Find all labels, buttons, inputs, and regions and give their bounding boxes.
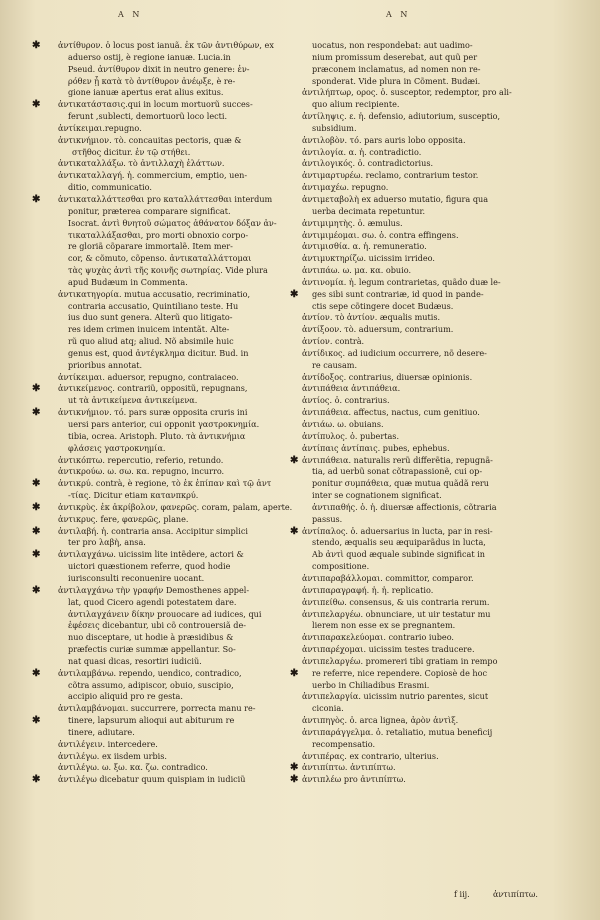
right-column-line [302,727,534,739]
right-column-line [302,372,534,384]
left-column-line [58,182,284,194]
left-column-line-text: præfectis curiæ summæ appellantur. So- [68,644,236,655]
right-column-line [302,478,534,490]
right-column-line [302,537,534,549]
signature-mark: f iij. [454,890,470,899]
right-column-line-text: ἀντίον. τὸ ἀντίον. æqualis mutis. [302,312,441,323]
asterisk-marker-icon: ✱ [32,667,41,679]
right-column-line [302,691,534,703]
left-column-line-text: ponitur, præterea comparare significat. [68,205,231,216]
left-column-line [58,52,284,64]
right-column-line [302,431,534,443]
left-column-line [58,762,284,774]
right-column-line-text: ἀντιλογία. α. ἡ. contradictio. [302,146,422,157]
left-column-line-text: contraria accusatio, Quintiliano teste. Hu [68,300,239,311]
right-column-line-text: ἀντιμισθία. α. ἡ. remuneratio. [302,241,427,252]
left-column-line [58,123,284,135]
left-column-line [32,525,284,538]
right-column-line-text: ἀντιπαρέχομαι. uicissim testes traducere. [302,644,475,655]
left-column-line-text: apud Budæum in Commenta. [68,276,188,287]
left-column-line-text: ut τὰ ἀντικείμενα ἀντικείμενα. [68,395,198,406]
left-column-line-text: τὰς ψυχὰς ἀντὶ τῆς κοινῆς σωτηρίας. Vide plura [68,265,268,276]
right-column-line-text: stendo, æqualis seu æquiparãdus in lucta, [312,537,486,548]
left-column-line [58,537,284,549]
left-column-line-text: gione ianuæ apertus erat alius exitus. [68,87,224,98]
left-column-line-text: ἀντικείμενος. contrariũ, oppositũ, repugnans, [58,383,248,394]
left-column-line-text: accipio aliquid pro re gesta. [68,691,183,702]
left-column-line-text: nuo disceptare, ut hodie à præsidibus & [68,632,234,643]
left-column-line [58,348,284,360]
left-column-line [58,490,284,502]
right-column-line [302,632,534,644]
asterisk-marker-icon: ✱ [32,99,41,111]
asterisk-marker-icon: ✱ [32,407,41,419]
right-column-line [302,585,534,597]
left-column-line [58,135,284,147]
right-column-line-text: passus. [312,513,343,524]
left-column-line-text: ἀντιλέγω. ex iisdem urbis. [58,750,167,761]
left-column-line [58,466,284,478]
asterisk-marker-icon: ✱ [290,667,299,679]
right-column-line [302,644,534,656]
left-column-line-text: ἀντίθυρον. ὁ locus post ianuã. ἐκ τῶν ἀντιθύρων, ex [58,40,274,50]
right-column-line-text: ἀντιπίπτω. ἀντιπίπτω. [302,762,396,773]
left-column-line [58,372,284,384]
right-column-line-text: ἀντιμαχέω. repugno. [302,182,389,193]
right-column-line-text: subsidium. [312,122,357,133]
right-column-line [302,360,534,372]
right-column-line [290,288,534,301]
right-column-line [302,40,534,52]
right-column-line [302,407,534,419]
right-column-line [290,762,534,774]
left-column-line-text: genus est, quod ἀντέγκλημα dicitur. Bud. in [68,347,249,358]
right-column-line [302,514,534,526]
left-column-line [58,419,284,431]
right-column-line-text: ἀντιπάθεια ἀντιπάθεια. [302,383,401,394]
asterisk-marker-icon: ✱ [290,525,299,537]
left-column-line [58,703,284,715]
left-column-line [58,253,284,265]
left-column-line [32,193,284,206]
right-column-line [302,324,534,336]
right-column-line-text: ἀντιπαραγραφή. ἡ. ἡ. replicatio. [302,584,434,595]
right-column-line-text: ἀντιπαθής. ὁ. ἡ. diuersæ affectionis, cõtraria [312,501,497,512]
left-column-line [32,383,284,395]
right-column-line-text: ἀντιμιμέομαι. σω. ὁ. contra effingens. [302,229,459,240]
asterisk-marker-icon: ✱ [32,501,41,513]
left-column-line-text: ἀντικρούω. ω. σω. κα. repugno, incurro. [58,466,225,477]
left-column-line [58,727,284,739]
right-column-line [302,739,534,751]
left-column-line-text: Pseud. ἀντίθυρον dixit in neutro genere: ἐν- [68,63,250,74]
right-column-line-text: ἀντίπαις ἀντίπαις. pubes, ephebus. [302,442,450,453]
left-column-line [58,324,284,336]
left-column [32,40,293,786]
left-column-line-text: στῆθος dicitur. ἐν τῷ στήθει. [72,146,191,157]
left-column-line [58,609,284,621]
right-column-line [290,667,534,680]
right-column-line-text: ἀντιάω. ω. obuians. [302,419,384,429]
left-column-line [58,395,284,407]
left-column-line [32,407,284,419]
left-column-line [32,549,284,561]
right-column-line [302,194,534,206]
left-column-line-text: Isocrat. ἀντὶ θνητοῦ σώματος ἀθάνατον δόξαν ἀν- [68,217,277,228]
left-column-line-text: ἀντιλαβή. ἡ. contraria ansa. Accipitur simplici [58,525,248,536]
right-column-line [302,443,534,455]
right-column-line [302,99,534,111]
right-column-line-text: ἀντιπαρακελεύομαι. contrario iubeo. [302,632,455,643]
left-column-line-text: ἀντικρυς. fere, φανερῶς, plane. [58,513,189,524]
right-column-line-text: ctis sepe cõtingere docet Budæus. [312,300,454,311]
right-column-line-text: ἀντιλογικός. ὁ. contradictorius. [302,158,434,169]
right-column-line [302,241,534,253]
left-column-line [58,87,284,99]
right-column-line [302,135,534,147]
right-column-line [302,383,534,395]
left-column-line-text: tinere, lapsurum alioqui aut abiturum re [68,715,235,726]
left-column-line-text: res idem crimen inuicem intentãt. Alte- [68,324,230,335]
right-column-line [302,395,534,407]
left-column-line [58,241,284,253]
left-column-line-text: ἀντιλαγχάνω τὴν γραφήν Demosthenes appel- [58,584,250,595]
right-column-line [302,348,534,360]
right-column-line-text: ἀντιπάθεια. naturalis rerũ differẽtia, repugnã- [302,454,493,465]
left-column-line [32,40,284,52]
left-column-line [58,691,284,703]
asterisk-marker-icon: ✱ [32,525,41,537]
left-column-line-text: ἀντιλέγω. ω. ξω. κα. ζω. contradico. [58,762,208,773]
right-column-line [302,656,534,668]
right-column-line-text: ἀντιπάω. ω. μα. κα. obuio. [302,265,412,276]
right-column-line-text: ponitur συμπάθεια, quæ mutua quãdã reru [312,478,489,489]
right-column-line-text: ἀντίπυλος. ὁ. pubertas. [302,430,400,441]
asterisk-marker-icon: ✱ [32,478,41,490]
right-column-line-text: sponderat. Vide plura in Cõment. Budæi. [312,75,481,86]
left-column-line-text: re gloriã cõparare immortalẽ. Item mer- [68,241,233,252]
running-head-right: A N [386,10,411,19]
left-column-line [58,218,284,230]
right-column-line-text: uerbo in Chiliadibus Erasmi. [312,679,430,690]
left-column-line [58,301,284,313]
right-column-line [302,182,534,194]
right-column-line-text: uocatus, non respondebat: aut uadimo- [312,40,473,50]
left-column-line-text: rũ quo aliud atq; aliud. Nõ absimile huic [68,336,234,347]
left-column-line [58,620,284,632]
left-column-line-text: lat, quod Cicero agendi potestatem dare. [68,596,237,607]
right-column-line [302,64,534,76]
right-column-line [302,230,534,242]
asterisk-marker-icon: ✱ [290,762,299,774]
left-column-line-text: ἀντικατηγορία. mutua accusatio, recriminatio, [58,288,251,299]
right-column-line-text: ἀντίδοξος. contrarius, diuersæ opinionis. [302,371,473,382]
right-column-line [290,774,534,786]
asterisk-marker-icon: ✱ [290,454,299,466]
right-column-line [302,597,534,609]
left-column-line [32,667,284,680]
right-column-line-text: ἀντίος. ὁ. contrarius. [302,395,390,406]
right-column-line-text: lierem non esse ex se pregnantem. [312,620,456,631]
left-column-line-text: ἀντικόπτω. repercutio, referio, retundo. [58,454,224,465]
asterisk-marker-icon: ✱ [290,288,299,300]
right-column-line-text: ἀντιμαρτυρέω. reclamo, contrarium testor. [302,170,479,181]
right-column-line [302,301,534,313]
right-column-line-text: compositione. [312,561,370,572]
right-column-line [302,170,534,182]
left-column-line [58,289,284,301]
right-column-line-text: ἀντίπαλος. ὁ. aduersarius in luсta, par in resi- [302,525,493,536]
right-column-line [302,561,534,573]
asterisk-marker-icon: ✱ [32,383,41,395]
left-column-line-text: cor, & cõmuto, cõpenso. ἀντικαταλλάττομαι [68,253,252,264]
left-column-line [58,751,284,763]
left-column-line-text: ἐφέσεις dicebantur, ubi cõ controuersiã de- [68,620,246,631]
left-column-line-text: ἀντικρύ. contrà, è regione, τὸ ἐκ ἐπίπαν καὶ τῷ ἀντ [58,478,272,489]
right-column-line [302,466,534,478]
left-column-line-text: ferunt ,subleсti, demortuorũ loco lecti. [68,111,228,122]
right-column-line [302,111,534,123]
right-column-line-text: ἀντιπηγὸς. ὁ. arca lignea, ἀρὸν ἀντὶξ. [302,715,459,726]
right-column-line-text: ἀντιλοβὸν. τό. pars auris lobo opposita. [302,134,466,145]
left-column-line-text: ἀντιλαμβάνομαι. succurrere, porrecta manu re- [58,703,256,714]
left-column-line [58,158,284,170]
left-column-line [58,656,284,668]
right-column-line [302,703,534,715]
left-column-line [58,230,284,242]
left-column-line-text: iurisconsulti reconuenire uocant. [68,572,205,583]
right-column-line [302,609,534,621]
right-column-line [302,123,534,135]
left-column-line [58,147,284,159]
right-column-line-text: re referre, nice rependere. Copiosè de hoc [312,667,488,678]
left-column-line [58,170,284,182]
left-column-line [58,277,284,289]
left-column-line [58,265,284,277]
left-column-line [58,632,284,644]
right-column-line-text: ἀντιπελαργία. uicissim nutrio parentes, sicut [302,691,489,702]
right-column-line-text: ἀντιμεταβολὴ ex aduerso mutatio, figura qua [302,193,489,204]
left-column-line-text: ἀντιλέγειν. intercedere. [58,738,158,749]
right-column-line-text: ἀντιπλέω pro ἀντιπίπτω. [302,774,406,785]
right-column-line-text: ciconia. [312,703,344,714]
left-column-line [58,597,284,609]
left-column-line-text: ἀντικαταλλάξω. τὸ ἀντιλλαχὴ ἐλάττων. [58,158,225,169]
left-column-line [58,739,284,751]
right-column-line-text: ἀντιμιμητὴς. ὁ. æmulus. [302,217,403,228]
left-column-line [58,455,284,467]
left-column-line-text: ἀντίκειμαι. aduersor, repugno, contraiaceo. [58,371,239,382]
left-column-line [58,206,284,218]
right-column-line-text: ἀντιπείθω. consensus, & uis contraria rerum. [302,596,490,607]
right-column-line [302,715,534,727]
left-column-line-text: ἀντιλαγχάνειν δίκην prouocare ad iudices, qui [68,608,262,619]
running-head-left: A N [118,10,143,19]
left-column-line-text: tinere, adiutare. [68,726,135,737]
asterisk-marker-icon: ✱ [32,549,41,561]
left-column-line-text: ἀντιλαγχάνω. uicissim lite intẽdere, actori & [58,549,244,560]
right-column-line [302,218,534,230]
right-column-line [302,76,534,88]
left-column-line-text: uictori quæstionem referre, quod hodie [68,561,231,572]
asterisk-marker-icon: ✱ [32,193,41,205]
left-column-line [32,99,284,111]
left-column-line-text: ἀντικαταλλάττεσθαι pro καταλλάττεσθαι interdum [58,193,273,204]
right-column-line [302,52,534,64]
right-column-line [302,87,534,99]
left-column-line [58,111,284,123]
right-column-line-text: ἀντίδικος. ad iudicium occurrere, nõ desere- [302,347,487,358]
right-column-line-text: ges sibi sunt contrariæ, id quod in pande- [312,288,484,299]
right-column-line-text: ἀντιπάθεια. affectus, nactus, cum genitiuo. [302,407,480,418]
right-column-line-text: re causam. [312,359,358,370]
left-column-line [58,514,284,526]
right-column-line [302,680,534,692]
right-column-line-text: ἀντιπαραβάλλομαι. committor, comparor. [302,572,474,583]
right-column-line [290,525,534,538]
left-column-line [58,312,284,324]
right-column-line [290,454,534,467]
right-column-line [302,549,534,561]
right-column-line [302,147,534,159]
left-column-line [58,431,284,443]
left-column-line-text: aduerso ostij, è regione ianuæ. Lucia.in [68,51,231,62]
right-column-line-text: ἀντίον. contrà. [302,336,365,347]
asterisk-marker-icon: ✱ [32,715,41,727]
left-column-line [58,360,284,372]
left-column-line [58,561,284,573]
left-column-line [32,584,284,597]
right-column-line [302,277,534,289]
right-column-line-text: ἀντίληψις. ε. ἡ. defensio, adiutorium, susceptio, [302,111,501,122]
left-column-line-text: ἀντικνήμιον. τό. pars suræ opposita cruris ini [58,407,248,418]
right-column-line [302,158,534,170]
right-column-line-text: præconem inclamatus, ad nomen non re- [312,63,481,74]
left-column-line-text: ἀντικατάστασις.qui in locum mortuorũ succes- [58,99,253,110]
asterisk-marker-icon: ✱ [32,774,41,786]
right-column-line [302,265,534,277]
left-column-line-text: -τίας. Dicitur etiam κατανπκρύ. [68,490,199,501]
left-column-line-text: ἀντικρὺς. ἐκ ἀκρίβολον, φανερῶς. coram, palam, aperte. [58,501,293,512]
right-column-line-text: tia, ad uerbũ sonat cõtrapassionẽ, cui op- [312,466,483,477]
right-column-line-text: ἀντιπελαργέω. obnunciare, ut uir testatur mu [302,608,491,619]
left-column-line-text: ἀντίκειμαι.repugno. [58,122,142,133]
left-column-line-text: ter pro λαβὴ, ansa. [68,537,146,548]
right-column-line [302,419,534,431]
right-column-line [302,253,534,265]
left-column-line [58,336,284,348]
left-column-line [32,478,284,490]
left-column-line-text: prioribus annotat. [68,359,143,370]
left-column-line [58,573,284,585]
right-column-line [302,573,534,585]
left-column-line-text: τικαταλλάξασθαι, pro morti obnoxio corpo- [68,229,249,240]
right-column-line-text: Ab ἀντὶ quod æquale subinde significat in [312,549,486,560]
right-column-line [302,751,534,763]
right-column-line [302,312,534,324]
left-column-line [32,774,284,786]
left-column-line-text: ρόθεν ᾗ κατὰ τὸ ἀντίθυρον ἀνέῳξε, è re- [68,75,236,86]
right-column-line [302,490,534,502]
right-column-line-text: ἀντιπέρας. ex contrario, ulterius. [302,750,439,761]
left-column-line [58,443,284,455]
right-column-line-text: uerba decimata repetuntur. [312,205,426,216]
left-column-line-text: φλάσεις γαστροκνημία. [68,442,166,453]
catchword: ἀντιπίπτω. [493,890,538,899]
right-column-line [302,336,534,348]
right-column-line-text: ἀντιλήπτωρ, ορος. ὁ. susceptor, redemptor, pro ali- [302,87,512,98]
left-column-line-text: nat quasi dicas, resortiri iudiciũ. [68,655,202,666]
right-column-line-text: ἀντίξοον. τὸ. aduersum, contrarium. [302,324,454,335]
right-column-line-text: inter se cognationem significat. [312,490,442,501]
left-column-line-text: ἀντιλέγω dicebatur quum quispiam in iudiciũ [58,774,246,785]
right-column-line-text: ἀντιπαράγγελμα. ὁ. retaliatio, mutua beneficij [302,726,493,737]
left-column-line-text: ditio, communicatio. [68,182,152,193]
right-column-line [302,502,534,514]
right-column-line-text: recompensatio. [312,738,376,749]
asterisk-marker-icon: ✱ [32,584,41,596]
right-column-line-text: ἀντιπελαργέω. promereri tibi gratiam in rempo [302,655,498,666]
right-column-line-text: quo alium recipiente. [312,99,400,110]
left-column-line [32,715,284,727]
left-column-line-text: ἀντικνήμιον. τὸ. concauitas pectoris, quæ & [58,134,242,145]
left-column-line-text: ius duo sunt genera. Alterũ quo litigato- [68,312,233,323]
right-column-line [302,620,534,632]
left-column-line [32,501,293,514]
left-column-line-text: tibia, ocrea. Aristoph. Pluto. τὰ ἀντικνήμια [68,430,246,441]
left-column-line [58,680,284,692]
left-column-line [58,76,284,88]
right-column-line-text: nium promissum deserebat, aut quũ per [312,51,478,62]
asterisk-marker-icon: ✱ [32,40,41,51]
right-column-line [302,206,534,218]
left-column-line [58,64,284,76]
right-column [290,40,534,786]
right-column-line-text: ἀντιμυκτηρίζω. uicissim irrideo. [302,253,435,264]
left-column-line-text: uersi pars anterior, cui opponit γαστροκνημία. [68,419,260,429]
left-column-line-text: ἀντιλαμβάνω. rependo, uendico, contradico, [58,667,242,678]
left-column-line [58,644,284,656]
asterisk-marker-icon: ✱ [290,774,299,786]
left-column-line-text: cõtra assumo, adipiscor, obuio, suscipio, [68,679,234,690]
left-column-line-text: ἀντικαταλλαγή. ἡ. commercium, emptio, uen- [58,170,248,181]
right-column-line-text: ἀντινομία. ἡ. legum contrarietas, quãdo duæ le- [302,276,501,287]
